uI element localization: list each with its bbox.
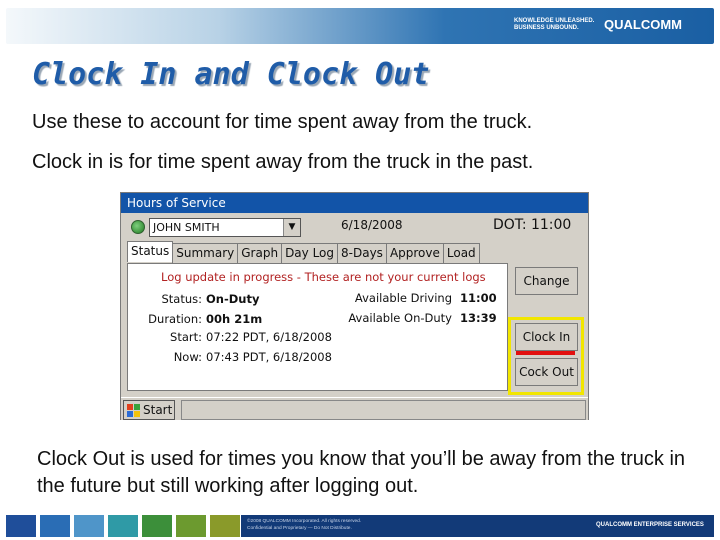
log-date: 6/18/2008 xyxy=(341,218,403,232)
copyright-line-2: Confidential and Proprietary — Do Not Distribute. xyxy=(247,526,352,531)
footer-color-blocks xyxy=(6,515,240,537)
tagline-line-1: KNOWLEDGE UNLEASHED. xyxy=(514,18,595,24)
taskbar xyxy=(121,397,588,420)
tab-strip xyxy=(127,243,479,263)
start-label: Start: xyxy=(170,330,202,344)
dot-label: DOT: xyxy=(493,217,527,233)
yellow-highlight-box xyxy=(508,317,584,395)
hours-of-service-window xyxy=(120,192,589,420)
dot-value: 11:00 xyxy=(530,217,572,233)
slide-title: Clock In and Clock Out xyxy=(32,57,430,92)
footer-block xyxy=(40,515,70,537)
footer-block xyxy=(210,515,240,537)
start-button[interactable] xyxy=(123,400,175,420)
driver-selected-value: JOHN SMITH xyxy=(153,221,220,234)
start-value: 07:22 PDT, 6/18/2008 xyxy=(206,330,332,344)
now-label: Now: xyxy=(173,350,202,364)
tagline-line-2: BUSINESS UNBOUND. xyxy=(514,25,579,31)
banner-tagline xyxy=(514,18,594,32)
body-line-2: Clock in is for time spent away from the truck in the past. xyxy=(32,151,534,173)
window-title: Hours of Service xyxy=(121,193,588,213)
tab-day-log[interactable]: Day Log xyxy=(281,243,338,263)
status-panel xyxy=(127,263,508,391)
change-button[interactable]: Change xyxy=(515,267,578,295)
tab-load[interactable]: Load xyxy=(443,243,480,263)
clock-in-button[interactable]: Clock In xyxy=(515,323,578,351)
tab-graph[interactable]: Graph xyxy=(237,243,282,263)
chevron-down-icon[interactable]: ▼ xyxy=(283,219,300,236)
duration-value: 00h 21m xyxy=(206,312,263,326)
log-update-warning: Log update in progress - These are not your current logs xyxy=(161,270,486,284)
copyright-line-1: ©2008 QUALCOMM Incorporated. All rights reserved. xyxy=(247,519,362,524)
footer-block xyxy=(108,515,138,537)
footer-block xyxy=(6,515,36,537)
driver-select[interactable] xyxy=(149,218,301,237)
status-value: On-Duty xyxy=(206,292,260,306)
footer-block xyxy=(74,515,104,537)
body-line-1: Use these to account for time spent away from the truck. xyxy=(32,111,533,133)
dot-readout xyxy=(493,217,571,233)
footer-brand: QUALCOMM ENTERPRISE SERVICES xyxy=(596,522,704,528)
driver-status-icon xyxy=(131,220,145,234)
clock-out-button[interactable]: Cock Out xyxy=(515,358,578,386)
available-driving-value: 11:00 xyxy=(460,291,497,305)
available-driving-label: Available Driving xyxy=(354,291,452,305)
tab-approve[interactable]: Approve xyxy=(386,243,444,263)
windows-flag-icon xyxy=(127,404,140,417)
tab-status[interactable]: Status xyxy=(127,241,173,262)
tab-8-days[interactable]: 8-Days xyxy=(337,243,387,263)
taskbar-tray xyxy=(181,400,586,420)
tab-summary[interactable]: Summary xyxy=(172,243,238,263)
footer-copyright xyxy=(247,518,447,532)
now-value: 07:43 PDT, 6/18/2008 xyxy=(206,350,332,364)
red-divider-marker xyxy=(516,351,575,355)
footer-block xyxy=(142,515,172,537)
qualcomm-logo: QUALCOMM xyxy=(604,17,682,32)
available-on-duty-label: Available On-Duty xyxy=(348,311,452,325)
footer-block xyxy=(176,515,206,537)
status-label: Status: xyxy=(161,292,202,306)
duration-label: Duration: xyxy=(148,312,202,326)
start-button-label: Start xyxy=(143,403,173,417)
available-on-duty-value: 13:39 xyxy=(460,311,497,325)
clock-out-description: Clock Out is used for times you know that you’ll be away from the truck in the future but still working after logging out. xyxy=(37,448,686,497)
